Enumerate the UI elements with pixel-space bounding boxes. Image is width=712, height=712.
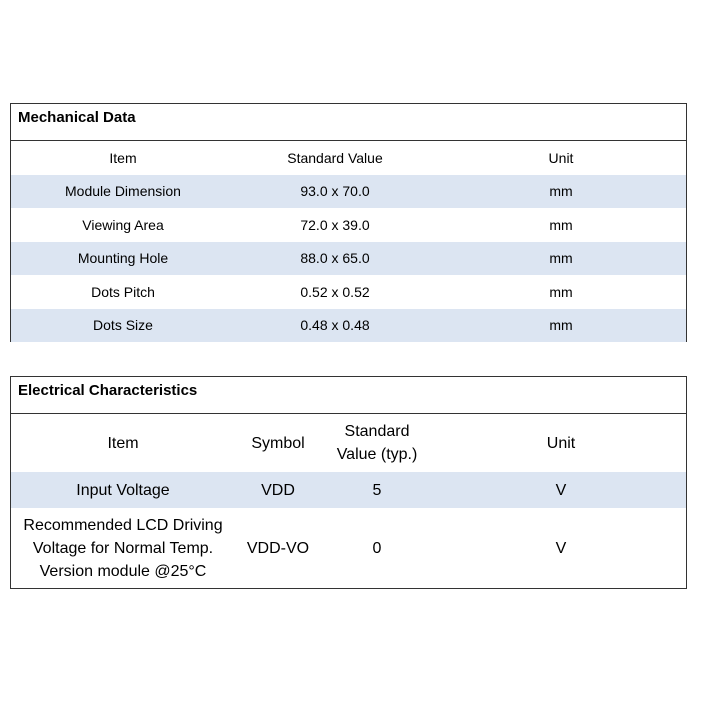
row-value: 0.52 x 0.52	[300, 283, 370, 300]
header-symbol: Symbol	[251, 434, 305, 452]
row-value: 0	[372, 539, 382, 557]
row-unit: mm	[549, 283, 573, 300]
row-item: Dots Size	[93, 317, 153, 334]
table-row	[11, 472, 686, 508]
row-value: 0.48 x 0.48	[300, 317, 370, 334]
table-header-row	[11, 141, 686, 175]
table-row	[11, 208, 686, 242]
header-item: Item	[109, 149, 137, 166]
row-unit: mm	[549, 216, 573, 233]
row-symbol: VDD	[261, 481, 295, 499]
electrical-characteristics-title: Electrical Characteristics	[11, 377, 686, 414]
table-row	[11, 309, 686, 343]
table-row	[11, 508, 686, 588]
mechanical-data-title: Mechanical Data	[11, 104, 686, 141]
row-value: 72.0 x 39.0	[300, 216, 370, 233]
row-unit: V	[555, 539, 567, 557]
row-unit: V	[555, 481, 567, 499]
row-item	[11, 508, 235, 588]
row-value: 88.0 x 65.0	[300, 250, 370, 267]
row-item: Input Voltage	[76, 481, 170, 499]
electrical-characteristics-table	[10, 376, 687, 589]
row-value: 93.0 x 70.0	[300, 183, 370, 200]
row-unit: mm	[549, 250, 573, 267]
row-item: Module Dimension	[65, 183, 181, 200]
row-item: Dots Pitch	[91, 283, 155, 300]
row-item-line1: Recommended LCD Driving	[23, 516, 223, 534]
header-standard-value	[321, 414, 433, 472]
header-item: Item	[107, 434, 139, 452]
table-row	[11, 175, 686, 209]
table-header-row	[11, 414, 686, 472]
row-unit: mm	[549, 183, 573, 200]
row-unit: mm	[549, 317, 573, 334]
row-item: Mounting Hole	[77, 250, 169, 267]
mechanical-data-table	[10, 103, 687, 342]
row-item-line3: Version module @25°C	[39, 562, 207, 580]
header-unit: Unit	[548, 149, 574, 166]
header-standard-value-line1: Standard	[344, 423, 410, 440]
row-value: 5	[372, 481, 382, 499]
table-row	[11, 242, 686, 276]
row-item: Viewing Area	[82, 216, 164, 233]
header-unit: Unit	[546, 434, 576, 452]
table-row	[11, 275, 686, 309]
header-standard-value-line2: Value (typ.)	[336, 446, 418, 463]
row-symbol: VDD-VO	[246, 539, 310, 557]
header-standard-value: Standard Value	[287, 149, 383, 166]
row-item-line2: Voltage for Normal Temp.	[32, 539, 214, 557]
